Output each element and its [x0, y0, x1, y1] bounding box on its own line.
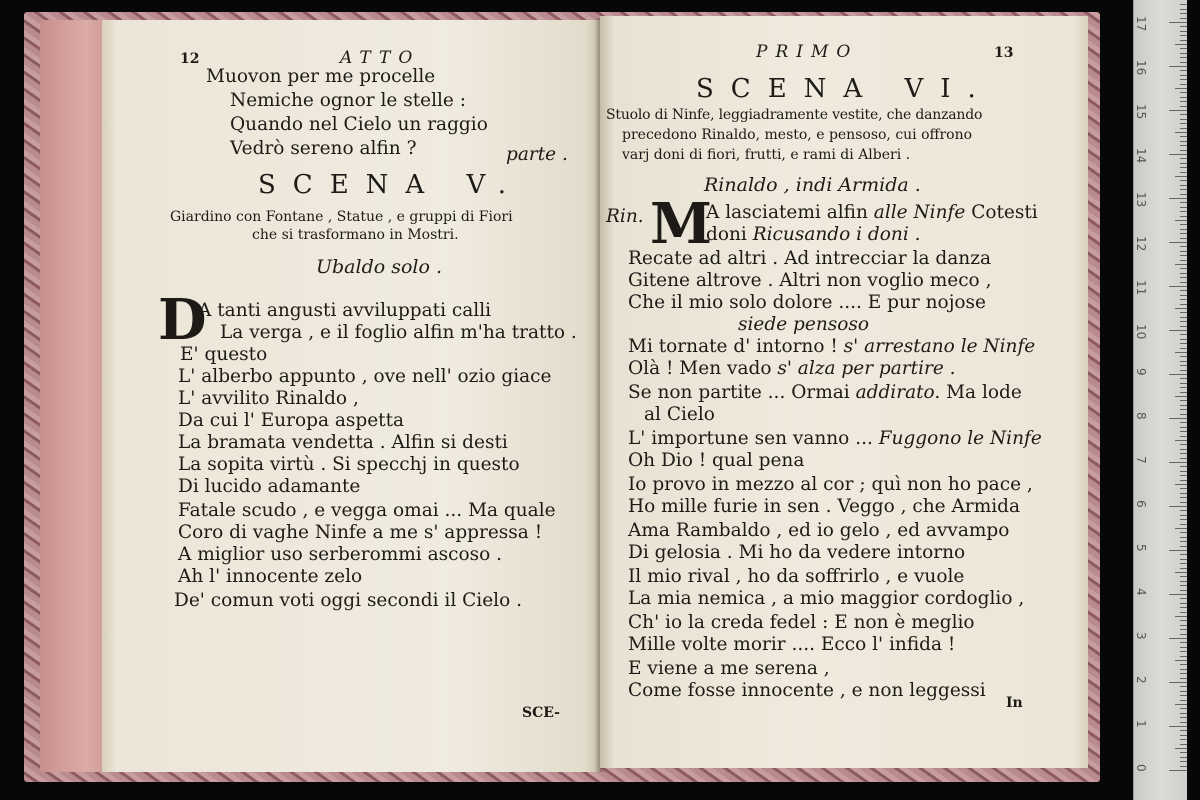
verse-line: Io provo in mezzo al cor ; quì non ho pace ,: [628, 474, 1033, 495]
verse-line: doni Ricusando i doni .: [706, 224, 921, 245]
ruler-tick: [1180, 35, 1187, 36]
ruler-tick: [1180, 211, 1187, 212]
ruler-tick: [1180, 299, 1187, 300]
ruler-tick: [1180, 356, 1187, 357]
ruler-label: 5: [1134, 544, 1148, 552]
ruler-tick: [1169, 726, 1187, 727]
ruler-tick: [1180, 651, 1187, 652]
ruler-label: 10: [1134, 324, 1148, 340]
verse-line: Il mio rival , ho da soffrirlo , e vuole: [628, 566, 965, 587]
ruler-tick: [1180, 713, 1187, 714]
ruler-tick: [1169, 550, 1187, 551]
ruler-label: 7: [1134, 456, 1148, 464]
ruler-tick: [1180, 656, 1187, 657]
verse-line: Che il mio solo dolore .... E pur nojose: [628, 292, 987, 313]
page-number: 13: [994, 45, 1014, 61]
ruler-tick: [1175, 660, 1187, 661]
ruler-tick: [1180, 400, 1187, 401]
ruler-tick: [1180, 251, 1187, 252]
ruler-tick: [1180, 238, 1187, 239]
ruler-tick: [1175, 572, 1187, 573]
scene-title: SCENA VI.: [696, 74, 993, 104]
ruler-tick: [1180, 691, 1187, 692]
ruler-tick: [1180, 766, 1187, 767]
ruler-tick: [1169, 770, 1187, 771]
ruler-tick: [1169, 154, 1187, 155]
ruler-tick: [1180, 625, 1187, 626]
verse-line: Ah l' innocente zelo: [178, 566, 363, 587]
ruler-tick: [1169, 198, 1187, 199]
ruler-tick: [1180, 695, 1187, 696]
scene-description: precedono Rinaldo, mesto, e pensoso, cui offrono: [622, 127, 973, 143]
verse-line: Fatale scudo , e vegga omai ... Ma quale: [178, 500, 556, 521]
ruler-tick: [1180, 493, 1187, 494]
ruler-tick: [1180, 466, 1187, 467]
ruler-tick: [1180, 260, 1187, 261]
ruler-tick: [1180, 207, 1187, 208]
ruler-tick: [1180, 585, 1187, 586]
ruler-tick: [1180, 172, 1187, 173]
ruler-tick: [1180, 9, 1187, 10]
ruler-tick: [1180, 233, 1187, 234]
ruler-tick: [1180, 40, 1187, 41]
ruler-tick: [1180, 576, 1187, 577]
verse-line: Mi tornate d' intorno ! s' arrestano le Ninfe: [628, 336, 1036, 357]
ruler-tick: [1180, 79, 1187, 80]
ruler-tick: [1180, 136, 1187, 137]
ruler-tick: [1175, 132, 1187, 133]
ruler-tick: [1180, 471, 1187, 472]
ruler-tick: [1180, 18, 1187, 19]
measuring-ruler: [1133, 0, 1187, 800]
ruler-tick: [1175, 176, 1187, 177]
ruler-tick: [1180, 123, 1187, 124]
ruler-tick: [1180, 475, 1187, 476]
ruler-tick: [1180, 563, 1187, 564]
ruler-tick: [1180, 405, 1187, 406]
ruler-tick: [1180, 163, 1187, 164]
ruler-label: 0: [1134, 764, 1148, 772]
ruler-tick: [1175, 440, 1187, 441]
ruler-tick: [1169, 286, 1187, 287]
ruler-tick: [1180, 634, 1187, 635]
ruler-tick: [1180, 92, 1187, 93]
ruler-tick: [1180, 620, 1187, 621]
drop-cap: M: [650, 191, 712, 257]
ruler-tick: [1169, 594, 1187, 595]
ruler-tick: [1169, 374, 1187, 375]
verse-line: L' alberbo appunto , ove nell' ozio giace: [178, 366, 552, 387]
ruler-tick: [1180, 378, 1187, 379]
verse-line: Nemiche ognor le stelle :: [230, 90, 466, 111]
ruler-tick: [1175, 352, 1187, 353]
ruler-tick: [1180, 114, 1187, 115]
ruler-tick: [1180, 13, 1187, 14]
ruler-tick: [1180, 598, 1187, 599]
ruler-tick: [1180, 194, 1187, 195]
ruler-tick: [1180, 84, 1187, 85]
ruler-tick: [1180, 559, 1187, 560]
left-page: [102, 20, 600, 772]
scene-title: SCENA V.: [258, 170, 523, 200]
ruler-tick: [1180, 295, 1187, 296]
ruler-tick: [1180, 246, 1187, 247]
ruler-tick: [1180, 554, 1187, 555]
ruler-tick: [1180, 480, 1187, 481]
ruler-label: 14: [1134, 148, 1148, 164]
ruler-tick: [1180, 158, 1187, 159]
scene-description: Giardino con Fontane , Statue , e gruppi di Fiori: [170, 209, 513, 225]
ruler-tick: [1180, 180, 1187, 181]
verse-line: Mille volte morir .... Ecco l' infida !: [628, 634, 956, 655]
ruler-tick: [1180, 510, 1187, 511]
ruler-tick: [1180, 673, 1187, 674]
stage-direction: siede pensoso: [738, 314, 869, 335]
ruler-tick: [1180, 642, 1187, 643]
ruler-tick: [1180, 524, 1187, 525]
catchword: In: [1006, 695, 1023, 711]
ruler-tick: [1180, 612, 1187, 613]
ruler-tick: [1180, 229, 1187, 230]
ruler-label: 12: [1134, 236, 1148, 252]
ruler-tick: [1180, 312, 1187, 313]
ruler-tick: [1180, 277, 1187, 278]
ruler-tick: [1175, 484, 1187, 485]
speaker-label: Rin.: [606, 206, 644, 227]
ruler-tick: [1180, 744, 1187, 745]
ruler-tick: [1180, 53, 1187, 54]
drop-cap: D: [158, 287, 207, 353]
verse-line: Recate ad altri . Ad intrecciar la danza: [628, 248, 991, 269]
ruler-tick: [1180, 519, 1187, 520]
verse-line: A tanti angusti avviluppati calli: [198, 300, 492, 321]
ruler-tick: [1180, 128, 1187, 129]
dramatis-personae: Ubaldo solo .: [316, 256, 443, 278]
verse-line: Vedrò sereno alfin ?: [230, 138, 417, 159]
verse-line: L' avvilito Rinaldo ,: [178, 388, 359, 409]
ruler-tick: [1180, 669, 1187, 670]
ruler-tick: [1180, 392, 1187, 393]
ruler-tick: [1180, 348, 1187, 349]
ruler-tick: [1180, 48, 1187, 49]
ruler-tick: [1180, 387, 1187, 388]
ruler-tick: [1180, 326, 1187, 327]
ruler-label: 2: [1134, 676, 1148, 684]
ruler-label: 1: [1134, 720, 1148, 728]
ruler-tick: [1169, 638, 1187, 639]
ruler-tick: [1180, 752, 1187, 753]
ruler-tick: [1180, 678, 1187, 679]
ruler-label: 9: [1134, 368, 1148, 376]
right-page: [600, 16, 1088, 768]
ruler-tick: [1180, 216, 1187, 217]
ruler-tick: [1180, 735, 1187, 736]
verse-line: Come fosse innocente , e non leggessi: [628, 680, 986, 701]
ruler-tick: [1180, 282, 1187, 283]
ruler-tick: [1180, 361, 1187, 362]
ruler-tick: [1180, 321, 1187, 322]
ruler-tick: [1180, 290, 1187, 291]
ruler-tick: [1175, 528, 1187, 529]
verse-line: La sopita virtù . Si specchj in questo: [178, 454, 520, 475]
ruler-tick: [1180, 497, 1187, 498]
ruler-label: 11: [1134, 280, 1148, 296]
ruler-tick: [1180, 700, 1187, 701]
ruler-tick: [1180, 581, 1187, 582]
ruler-tick: [1180, 515, 1187, 516]
verse-line: Olà ! Men vado s' alza per partire .: [628, 358, 956, 379]
verse-line: Da cui l' Europa aspetta: [178, 410, 405, 431]
ruler-tick: [1180, 546, 1187, 547]
ruler-tick: [1180, 145, 1187, 146]
ruler-tick: [1180, 629, 1187, 630]
page-number: 12: [180, 51, 200, 67]
ruler-tick: [1180, 431, 1187, 432]
verse-line: Oh Dio ! qual pena: [628, 450, 805, 471]
ruler-tick: [1180, 449, 1187, 450]
ruler-tick: [1169, 330, 1187, 331]
ruler-tick: [1180, 739, 1187, 740]
verse-line: L' importune sen vanno ... Fuggono le Ninfe: [628, 428, 1042, 449]
ruler-tick: [1180, 141, 1187, 142]
ruler-tick: [1180, 409, 1187, 410]
ruler-tick: [1180, 383, 1187, 384]
dramatis-personae: Rinaldo , indi Armida .: [704, 174, 921, 196]
ruler-tick: [1180, 334, 1187, 335]
ruler-label: 4: [1134, 588, 1148, 596]
ruler-tick: [1180, 647, 1187, 648]
ruler-tick: [1180, 119, 1187, 120]
ruler-tick: [1175, 704, 1187, 705]
scene-description: che si trasformano in Mostri.: [252, 227, 459, 243]
ruler-tick: [1180, 590, 1187, 591]
scene-description: Stuolo di Ninfe, leggiadramente vestite, che danzando: [606, 107, 983, 123]
ruler-tick: [1180, 304, 1187, 305]
ruler-tick: [1180, 541, 1187, 542]
ruler-tick: [1180, 365, 1187, 366]
ruler-tick: [1180, 150, 1187, 151]
verse-line: La mia nemica , a mio maggior cordoglio ,: [628, 588, 1025, 609]
stage-direction: parte .: [506, 144, 568, 165]
ruler-tick: [1169, 682, 1187, 683]
scene-description: varj doni di fiori, frutti, e rami di Alberi .: [622, 147, 911, 163]
ruler-tick: [1180, 453, 1187, 454]
ruler-label: 13: [1134, 192, 1148, 208]
ruler-tick: [1180, 62, 1187, 63]
verse-line: Muovon per me procelle: [206, 66, 436, 87]
ruler-tick: [1180, 202, 1187, 203]
ruler-tick: [1180, 31, 1187, 32]
ruler-tick: [1169, 506, 1187, 507]
ruler-tick: [1180, 268, 1187, 269]
ruler-tick: [1169, 242, 1187, 243]
ruler-tick: [1180, 444, 1187, 445]
ruler-tick: [1180, 730, 1187, 731]
ruler-tick: [1180, 537, 1187, 538]
verse-line: La verga , e il foglio alfin m'ha tratto .: [220, 322, 577, 343]
ruler-tick: [1180, 603, 1187, 604]
ruler-tick: [1180, 97, 1187, 98]
catchword: SCE-: [522, 705, 560, 721]
verse-line: Di gelosia . Mi ho da vedere intorno: [628, 542, 966, 563]
ruler-tick: [1169, 110, 1187, 111]
ruler-label: 16: [1134, 60, 1148, 76]
ruler-tick: [1180, 717, 1187, 718]
ruler-label: 15: [1134, 104, 1148, 120]
ruler-tick: [1175, 616, 1187, 617]
verse-line: Ama Rambaldo , ed io gelo , ed avvampo: [628, 520, 1010, 541]
ruler-label: 3: [1134, 632, 1148, 640]
verse-line: Ch' io la creda fedel : E non è meglio: [628, 612, 975, 633]
verse-line: Ho mille furie in sen . Veggo , che Armida: [628, 496, 1021, 517]
ruler-label: 17: [1134, 16, 1148, 32]
verse-line: Se non partite ... Ormai addirato. Ma lode: [628, 382, 1022, 403]
verse-line: Quando nel Cielo un raggio: [230, 114, 488, 135]
ruler-tick: [1169, 66, 1187, 67]
verse-line: Di lucido adamante: [178, 476, 361, 497]
ruler-tick: [1180, 664, 1187, 665]
verse-line: A miglior uso serberommi ascoso .: [178, 544, 503, 565]
ruler-tick: [1180, 26, 1187, 27]
verse-line: Gitene altrove . Altri non voglio meco ,: [628, 270, 992, 291]
ruler-tick: [1180, 370, 1187, 371]
ruler-tick: [1180, 458, 1187, 459]
ruler-tick: [1180, 722, 1187, 723]
ruler-tick: [1169, 22, 1187, 23]
running-head: ATTO: [340, 48, 421, 68]
ruler-tick: [1180, 414, 1187, 415]
ruler-tick: [1180, 57, 1187, 58]
ruler-tick: [1180, 317, 1187, 318]
ruler-tick: [1180, 607, 1187, 608]
ruler-tick: [1180, 761, 1187, 762]
ruler-tick: [1180, 185, 1187, 186]
ruler-tick: [1175, 220, 1187, 221]
ruler-label: 8: [1134, 412, 1148, 420]
ruler-tick: [1175, 748, 1187, 749]
verse-line: A lasciatemi alfin alle Ninfe Cotesti: [706, 202, 1038, 223]
ruler-tick: [1180, 273, 1187, 274]
verse-line: E' questo: [180, 344, 268, 365]
ruler-tick: [1180, 708, 1187, 709]
ruler-tick: [1180, 422, 1187, 423]
verse-line: Coro di vaghe Ninfe a me s' appressa !: [178, 522, 543, 543]
ruler-tick: [1180, 101, 1187, 102]
running-head: PRIMO: [756, 42, 859, 62]
ruler-tick: [1180, 427, 1187, 428]
ruler-tick: [1180, 255, 1187, 256]
ruler-tick: [1175, 88, 1187, 89]
ruler-tick: [1180, 686, 1187, 687]
ruler-tick: [1180, 436, 1187, 437]
verse-line: al Cielo: [644, 404, 715, 425]
ruler-tick: [1180, 339, 1187, 340]
ruler-tick: [1180, 532, 1187, 533]
ruler-tick: [1180, 4, 1187, 5]
ruler-tick: [1180, 70, 1187, 71]
ruler-tick: [1180, 757, 1187, 758]
ruler-tick: [1180, 189, 1187, 190]
ruler-tick: [1175, 44, 1187, 45]
ruler-tick: [1175, 264, 1187, 265]
ruler-tick: [1180, 502, 1187, 503]
ruler-tick: [1180, 488, 1187, 489]
verse-line: La bramata vendetta . Alfin si desti: [178, 432, 508, 453]
ruler-tick: [1180, 224, 1187, 225]
ruler-tick: [1180, 106, 1187, 107]
ruler-tick: [1169, 462, 1187, 463]
ruler-tick: [1180, 343, 1187, 344]
ruler-label: 6: [1134, 500, 1148, 508]
ruler-tick: [1180, 75, 1187, 76]
verse-line: De' comun voti oggi secondi il Cielo .: [174, 590, 522, 611]
ruler-tick: [1180, 568, 1187, 569]
ruler-tick: [1175, 308, 1187, 309]
ruler-tick: [1169, 418, 1187, 419]
verse-line: E viene a me serena ,: [628, 658, 830, 679]
ruler-tick: [1175, 396, 1187, 397]
ruler-tick: [1180, 167, 1187, 168]
